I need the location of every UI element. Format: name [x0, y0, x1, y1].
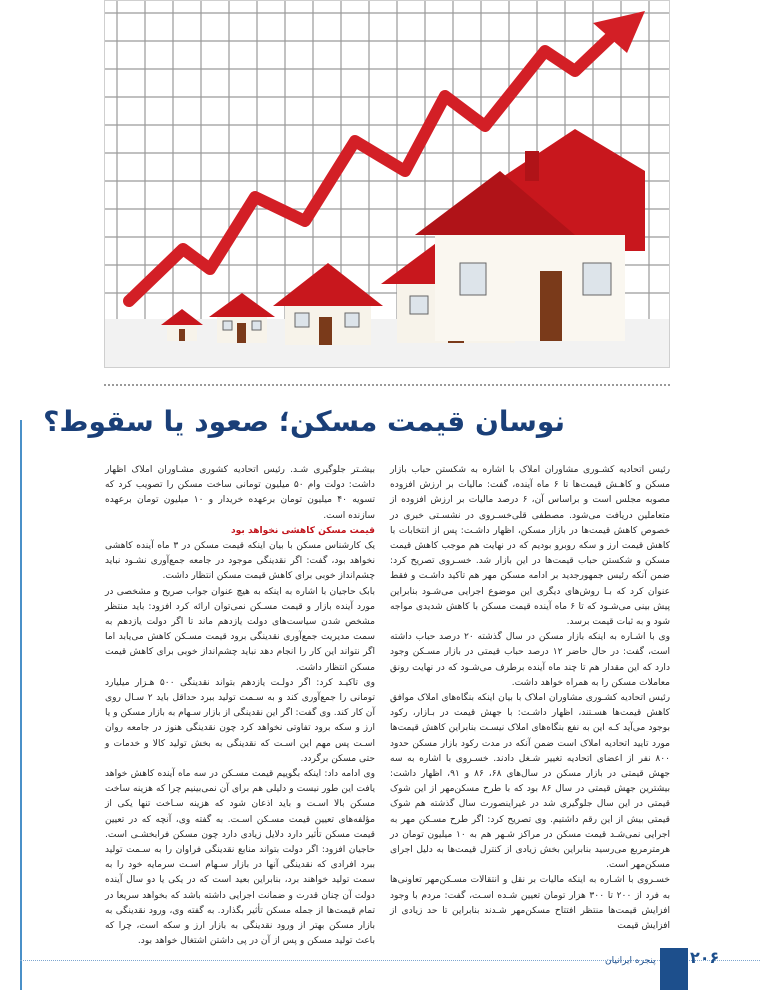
article-title: نوسان قیمت مسکن؛ صعود یا سقوط؟	[43, 405, 565, 438]
section-divider	[104, 384, 670, 386]
subheading: قیمت مسکن کاهشی نخواهد بود	[231, 525, 375, 536]
paragraph: بابک حاجیان با اشاره به اینکه به هیچ عنوان جواب صریح و مشخصی در مورد آینده بازار و قیمت مسـکن نمی‌توان ارائه کرد افزود: باید منتظر مشخص شدن سیاست‌های دولت یازدهم ماند تا اگر دولت یازدهم به سمت مدیریت جمع‌آوری نقدینگی برود قیمت مسـکن کاهش می‌یابد اما اگر نتواند این کار را انجام دهد نباید چشم‌انداز خوبی برای کاهش قیمت مسکن انتظار داشت.	[105, 586, 375, 673]
paragraph: یک کارشناس مسکن با بیان اینکه قیمت مسکن در ۳ ماه آینده کاهشی نخواهد بود، گفت: اگر نقدینگی موجود در جامعه جمع‌آوری نشـود نباید چشم‌انداز خوبی برای کاهش قیمت مسکن انتظار داشت.	[105, 541, 375, 582]
page-tab	[660, 948, 688, 990]
hero-image	[104, 0, 670, 368]
left-column	[105, 463, 375, 950]
house-small	[209, 293, 275, 343]
right-column	[390, 463, 670, 934]
page-number: ۲۰۶	[690, 948, 720, 967]
paragraph: خسـروی با اشـاره به اینکه مالیات بر نقل و انتقالات مسـکن‌مهر تعاونی‌ها به فرد از ۲۰۰ تا ۳۰۰ هزار تومان تعیین شـده اسـت، گفت: مردم با وجود افزایش قیمت‌ها منتظر افتتاح مسکن‌مهر شـدند بنابراین تا حد زیادی از افزایش قیمت	[390, 875, 670, 932]
paragraph: رئیس اتحادیه کشـوری مشاوران املاک با بیان اینکه بنگاه‌های املاک موافق کاهش قیمت‌ها هسـتند، اظهار داشـت: با جهش قیمت در بـازار، رکود بوجود می‌آید کـه این به نفع بنگاه‌های املاک نیسـت بنابراین کاهش قیمت‌ها مورد تایید اتحادیه املاک است ضمن آنکه در مدت رکود بازار مسکن حدود ۸۰۰ نفر از اعضای اتحادیه تغییر شـغل دادند. خسـروی با اشاره به سه جهش قیمتی در بازار مسکن در سال‌های ۶۸، ۸۶ و ۹۱، اظهار داشت: بیشترین جهش قیمتی در سال ۸۶ بود که با طرح مسکن‌مهر از این شوک قیمتی در این سال جلوگیری شد در غیراینصورت سال گذشته هم شوک قیمتی بیش از این رقم داشتیم. وی تصریح کرد: اگر طرح مسـکن مهر به اجرایی نمی‌شـد قیمت مسکن در مراکز شـهر هم به ۱۰ میلیون تومان در هرمترمربع می‌رسید بنابراین بخش زیادی از کنترل قیمت‌ها به دلیل اجرای مسکن‌مهر است.	[390, 693, 670, 871]
magazine-name: پنجره ایرانیان	[605, 956, 656, 966]
paragraph: وی تاکیـد کرد: اگر دولـت یازدهم بتواند نقدینگی ۵۰۰ هـزار میلیارد تومانی را جمع‌آوری کند و به سـمت تولید ببرد حداقل باید ۲ سـال روی آن کار کند. وی گفت: اگر این نقدینگی از بازار سـهام به بازار مسکن و یا ارز و سکه برود تفاوتی نخواهد کرد چون نقدینگی هنوز در جامعه روان اسـت پس مهم این اسـت که نقدینگی به بخش تولید کالا و خدمات و حتی مسکن برگردد.	[105, 677, 376, 764]
house-medium	[273, 263, 383, 345]
margin-rule	[20, 420, 22, 990]
paragraph: وی با اشـاره به اینکه بازار مسکن در سال گذشته ۲۰ درصد حباب داشته است، گفت: در حال حاضر ۱۲ درصد حباب قیمتی در بازار مسـکن وجود دارد که این مقدار هم تا چند ماه آینده برطرف می‌شـود که در نهایت رونق معاملات مسکن را به همراه خواهد داشت.	[390, 632, 670, 688]
paragraph: رئیس اتحادیه کشـوری مشاوران املاک با اشاره به شکستن حباب بازار مسکن و کاهـش قیمت‌ها تا ۶ ماه آینده، گفت: مالیات بر ارزش افزوده مصوبه مجلس است و براساس آن، ۶ درصد مالیات بر ارزش افزوده از متعاملین دریافت می‌شود. مصطفی قلی‌خسـروی در نشسـتی خبری در خصوص کاهش قیمت‌ها در بازار مسکن، اظهار داشـت: پس از انتخابات با کاهش قیمت ارز و سکه روبرو بودیم که در نهایت هم موجب کاهش قیمت مسکن و شکستن حباب قیمت‌ها در این بازار شد. خسـروی تصریح کرد: ضمن آنکه رئیس جمهورجدید بر ادامه مسکن مهر هم تاکید داشـت و فقط عنوان کرد که بـا روش‌های دیگری این موضوع اجرایی می‌شـود بنابراین پیش بینی می‌شـود که تا ۶ ماه آینده قیمت مسکن با کاهش شدیدی مواجه شود و به ثبات قیمت برسد.	[390, 465, 671, 628]
paragraph: بیشـتر جلوگیری شـد. رئیس اتحادیه کشوری مشـاوران املاک اظهار داشت: دولت وام ۵۰ میلیون تومانی ساخت مسکن را تصویب کرد که تسویه ۴۰ میلیون تومان برعهده خریدار و ۱۰ میلیون تومان برعهده سازنده است.	[105, 465, 376, 521]
paragraph: وی ادامه داد: اینکه بگوییم قیمت مسـکن در سه ماه آینده کاهش خواهد یافت این طور نیست و دلیلی هم برای آن نمی‌بینیم چرا که هزینه ساخت مسکن بالا اسـت و باید اذعان شود که هزینه سـاخت تنها یکی از مؤلفه‌های تعیین قیمت مسـکن اسـت. به گفته وی، آنچه که در تعیین قیمت مسکن تأثیر دارد دلایل زیادی دارد چون مسکن فرابخشـی است. حاجیان افزود: اگر دولت بتواند منابع نقدینگی فراوان را به سـمت تولید ببرد افرادی که نقدینگی آنها در بازار سـهام اسـت سرمایه خود را به سمت تولید خواهند برد، بنابراین بعید است که در یکی یا دو سال آینده دولت آن چنان قدرت و ضمانت اجرایی داشته باشد که بخواهد سریعا در تمام قیمت‌ها از جمله مسکن تأثیر بگذارد. به گفته وی، ورود نقدینگی به بازار مسکن بهتر از ورود نقدینگی به بازار ارز و سکه است، چرا که باعث تولید مسکن و پس از آن در پی داشتن اشتغال خواهد بود.	[105, 769, 375, 947]
house-biggest	[415, 129, 645, 341]
house-tiny	[161, 309, 203, 341]
